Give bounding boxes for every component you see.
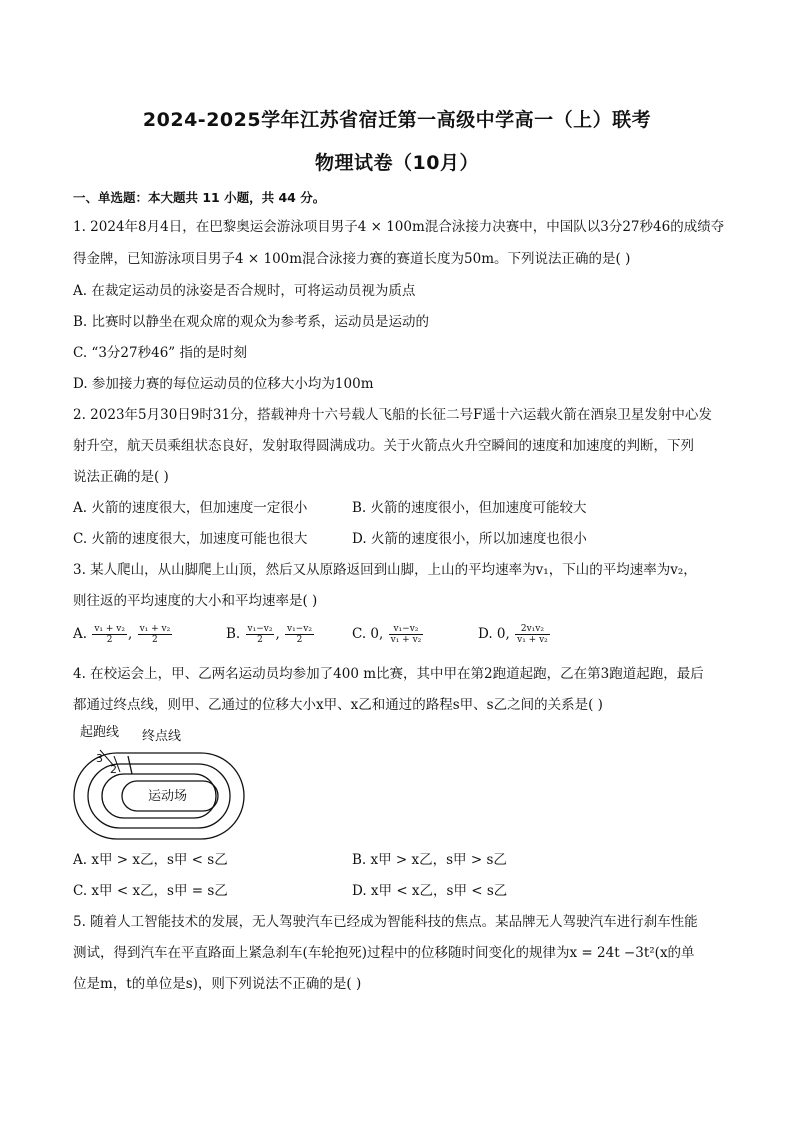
numerator: 2v₁v₂ bbox=[515, 624, 550, 635]
finish-line-marker bbox=[128, 756, 132, 774]
q4-option-b: B. x甲 > x乙，s甲 > s乙 bbox=[352, 852, 507, 868]
q2-stem-line2: 射升空，航天员乘组状态良好，发射取得圆满成功。关于火箭点火升空瞬间的速度和加速度的判断，下列 bbox=[73, 438, 694, 454]
q3-c-fraction bbox=[389, 624, 424, 645]
q4-option-a: A. x甲 > x乙，s甲 < s乙 bbox=[73, 852, 228, 868]
q1-stem-line2: 得金牌，已知游泳项目男子4 × 100m混合泳接力赛的赛道长度为50m。下列说法正确的是( ) bbox=[73, 251, 631, 267]
numerator: v₁−v₂ bbox=[389, 624, 424, 635]
q3-option-c-label: C. 0, bbox=[352, 626, 384, 642]
q5-stem-line3: 位是m，t的单位是s)，则下列说法不正确的是( ) bbox=[73, 976, 362, 992]
lane-2-label: 2 bbox=[110, 763, 117, 776]
numerator: v₁−v₂ bbox=[287, 624, 312, 634]
q4-option-d: D. x甲 < x乙，s甲 < s乙 bbox=[352, 883, 508, 899]
q3-option-c bbox=[352, 624, 424, 645]
q3-stem-line2: 则往返的平均速度的大小和平均速率是( ) bbox=[73, 593, 318, 609]
q3-option-a-label: A. bbox=[73, 626, 88, 642]
q3-a-fraction-1 bbox=[92, 624, 127, 645]
q3-stem-line1: 3. 某人爬山，从山脚爬上山顶，然后又从原路返回到山脚，上山的平均速率为v₁，下山的平均速率为v₂， bbox=[73, 562, 697, 578]
q3-option-a: A. $\frac{\text{v₁ + v₂}}{2}$ , $\frac{\text{v₁ + v₂}}{2}$ bbox=[73, 624, 171, 645]
exam-title: 2024-2025学年江苏省宿迁第一高级中学高一（上）联考 bbox=[142, 109, 652, 131]
q1-option-a: A. 在裁定运动员的泳姿是否合规时，可将运动员视为质点 bbox=[73, 283, 416, 299]
q2-option-b: B. 火箭的速度很小，但加速度可能较大 bbox=[352, 500, 587, 516]
q1-stem-line1: 1. 2024年8月4日，在巴黎奥运会游泳项目男子4 × 100m混合泳接力决赛中，中国队以3分27秒46的成绩夺 bbox=[73, 219, 725, 235]
numerator: v₁−v₂ bbox=[247, 624, 273, 634]
q3-b-fraction-1 bbox=[246, 624, 275, 645]
numerator: v₁ + v₂ bbox=[139, 624, 171, 634]
q1-option-d: D. 参加接力赛的每位运动员的位移大小均为100m bbox=[73, 376, 374, 392]
q2-stem-line1: 2. 2023年5月30日9时31分，搭载神舟十六号载人飞船的长征二号F遥十六运载火箭在酒泉卫星发射中心发 bbox=[73, 407, 712, 423]
q1-option-b: B. 比赛时以静坐在观众席的观众为参考系，运动员是运动的 bbox=[73, 314, 430, 330]
denominator: v₁ + v₂ bbox=[517, 635, 548, 645]
finish-line-label: 终点线 bbox=[142, 729, 182, 744]
field-label: 运动场 bbox=[148, 789, 188, 804]
q2-option-d: D. 火箭的速度很小，所以加速度也很小 bbox=[352, 531, 587, 547]
q3-option-d-label: D. 0, bbox=[478, 626, 510, 642]
q4-stem-line2: 都通过终点线，则甲、乙通过的位移大小x甲、x乙和通过的路程s甲、s乙之间的关系是( ) bbox=[73, 697, 603, 713]
running-track-figure bbox=[70, 720, 270, 840]
numerator: v₁ + v₂ bbox=[94, 624, 125, 634]
q3-option-b-label: B. bbox=[226, 626, 241, 642]
section-heading: 一、单选题：本大题共 11 小题，共 44 分。 bbox=[73, 190, 326, 205]
denominator: v₁ + v₂ bbox=[390, 635, 422, 645]
denominator: 2 bbox=[152, 635, 158, 645]
denominator: 2 bbox=[296, 635, 303, 645]
q4-stem-line1: 4. 在校运会上，甲、乙两名运动员均参加了400 m比赛，其中甲在第2跑道起跑，乙在第3跑道起跑，最后 bbox=[73, 666, 704, 682]
q4-option-c: C. x甲 < x乙，s甲 = s乙 bbox=[73, 883, 228, 899]
q1-option-c: C. “3分27秒46” 指的是时刻 bbox=[73, 345, 247, 361]
start-line-label: 起跑线 bbox=[80, 725, 120, 740]
denominator: 2 bbox=[257, 635, 263, 645]
q3-d-fraction bbox=[515, 624, 550, 645]
q2-option-a: A. 火箭的速度很大，但加速度一定很小 bbox=[73, 500, 308, 516]
q5-stem-line2: 测试，得到汽车在平直路面上紧急刹车(车轮抱死)过程中的位移随时间变化的规律为x = 24t −3t²(x的单 bbox=[73, 945, 695, 961]
q2-option-c: C. 火箭的速度很大，加速度可能也很大 bbox=[73, 531, 308, 547]
q3-option-d bbox=[478, 624, 551, 645]
denominator: 2 bbox=[106, 635, 113, 645]
lane-3-label: 3 bbox=[96, 752, 103, 765]
q3-a-fraction-2 bbox=[138, 624, 173, 645]
q2-stem-line3: 说法正确的是( ) bbox=[73, 469, 169, 485]
q5-stem-line1: 5. 随着人工智能技术的发展，无人驾驶汽车已经成为智能科技的焦点。某品牌无人驾驶汽车进行刹车性能 bbox=[73, 914, 698, 930]
q3-option-b: B. $\frac{\text{v₁−v₂}}{2}$ , $\frac{\text{v₁−v₂}}{2}$ bbox=[226, 624, 312, 645]
exam-subtitle: 物理试卷（10月） bbox=[315, 152, 479, 174]
q3-b-fraction-2 bbox=[285, 624, 314, 645]
